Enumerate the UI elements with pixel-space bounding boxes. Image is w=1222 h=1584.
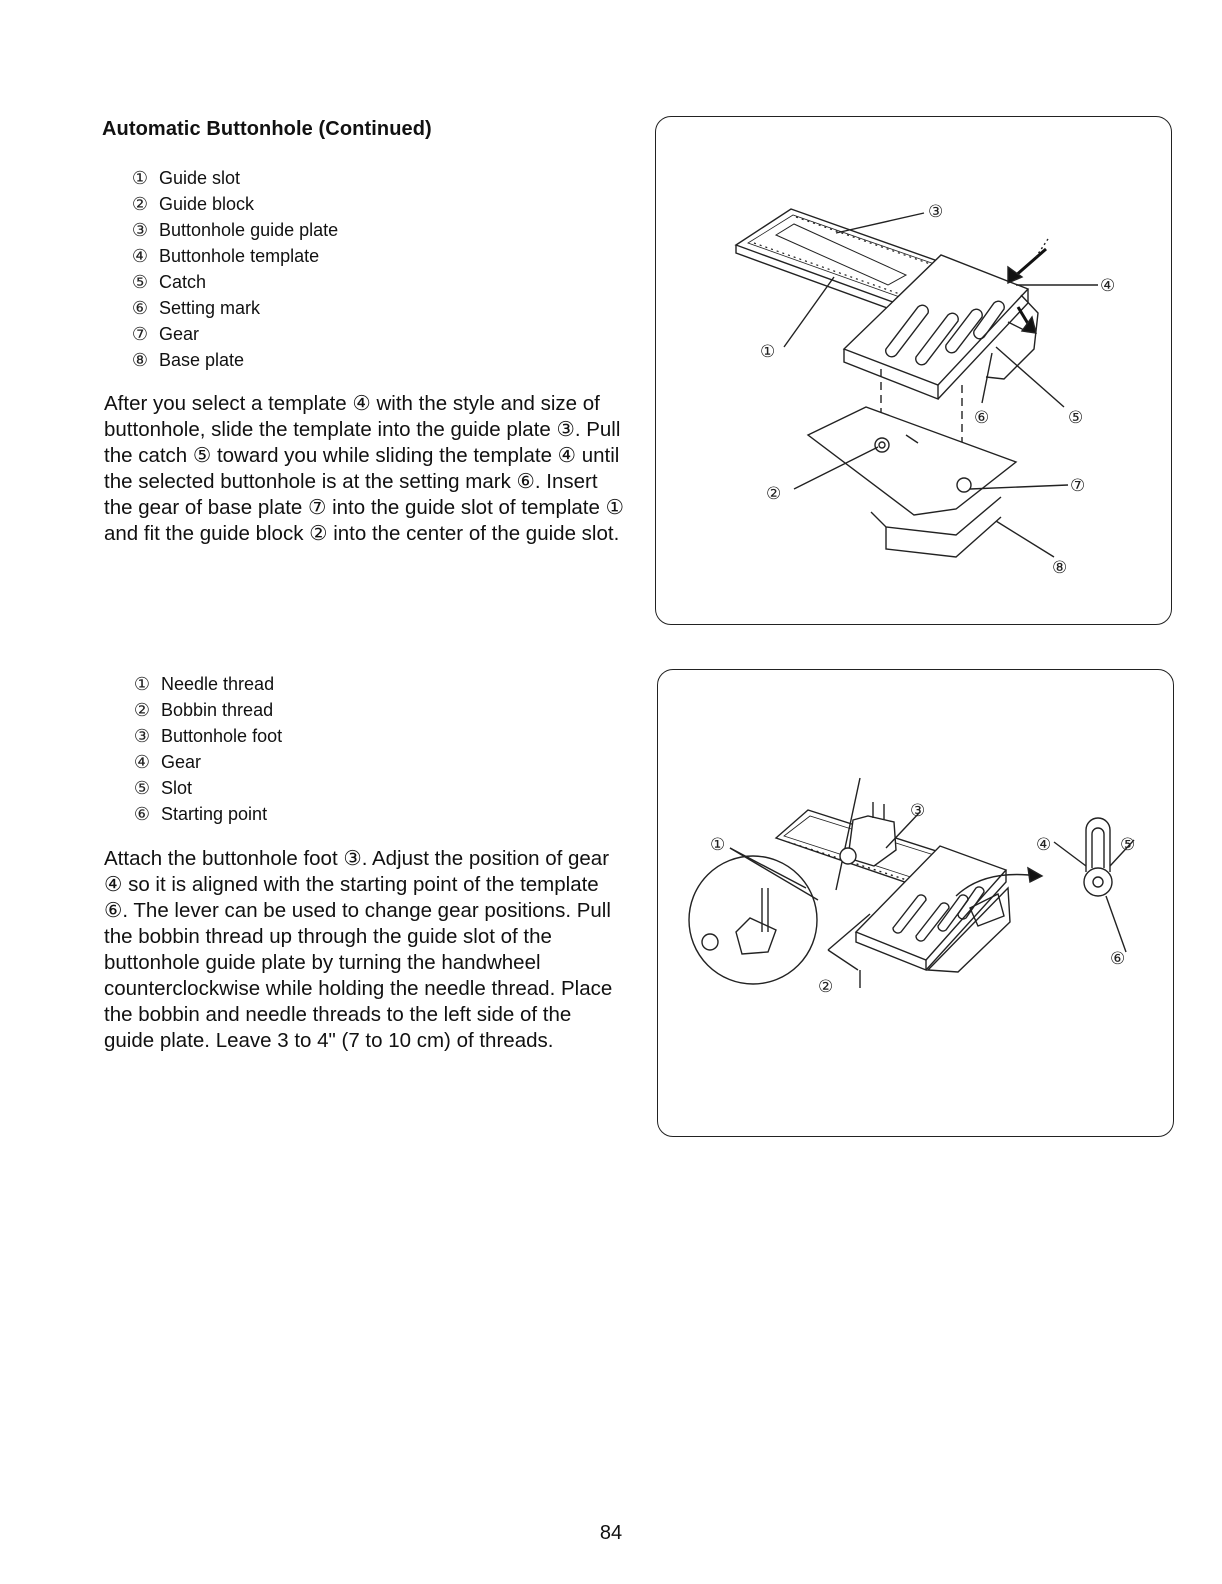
figure-callout: ① [710, 835, 726, 855]
item-number: ④ [133, 752, 151, 772]
item-number: ④ [131, 246, 149, 266]
list-item [132, 749, 282, 775]
item-number: ⑥ [133, 804, 151, 824]
figure-callout: ⑤ [1120, 835, 1136, 855]
item-label: Buttonhole foot [161, 726, 283, 746]
item-number: ⑤ [133, 778, 151, 798]
buttonhole-foot-illustration [658, 670, 1173, 1136]
figure-callout: ⑧ [1052, 558, 1068, 578]
list-item [130, 321, 338, 347]
item-number: ⑦ [131, 324, 149, 344]
item-number: ③ [133, 726, 151, 746]
item-number: ① [131, 168, 149, 188]
list-item [132, 723, 282, 749]
figure-callout: ⑥ [974, 408, 990, 428]
figure-callout: ① [760, 342, 776, 362]
instruction-paragraph-2: Attach the buttonhole foot ③. Adjust the position of gear ④ so it is aligned with the starting point of the template ⑥. The lever can be used to change gear positions. Pull the bobbin thread up through the guide slot of the buttonhole guide plate by turning the handwheel counterclockwise while holding the needle thread. Place the bobbin and needle threads to the left side of the guide plate. Leave 3 to 4" (7 to 10 cm) of threads. [104, 847, 613, 1052]
figure-callout: ② [818, 977, 834, 997]
item-number: ⑤ [131, 272, 149, 292]
figure-callout: ⑥ [1110, 949, 1126, 969]
list-item [132, 775, 282, 801]
legend-list-2 [132, 671, 282, 827]
list-item [130, 243, 338, 269]
page-number: 84 [599, 1522, 623, 1544]
page-title: Automatic Buttonhole (Continued) [102, 118, 432, 140]
item-label: Base plate [159, 350, 245, 370]
item-label: Needle thread [161, 674, 275, 694]
item-number: ③ [131, 220, 149, 240]
figure-callout: ④ [1100, 276, 1116, 296]
item-label: Starting point [161, 804, 268, 824]
list-item [130, 191, 338, 217]
item-number: ⑧ [131, 350, 149, 370]
figure-callout: ⑦ [1070, 476, 1086, 496]
item-label: Buttonhole template [159, 246, 320, 266]
figure-buttonhole-foot [657, 669, 1174, 1137]
figure-callout: ④ [1036, 835, 1052, 855]
item-label: Gear [161, 752, 202, 772]
figure-template-assembly [655, 116, 1172, 625]
list-item [130, 269, 338, 295]
list-item [130, 217, 338, 243]
figure-callout: ② [766, 484, 782, 504]
item-number: ⑥ [131, 298, 149, 318]
list-item [132, 697, 282, 723]
figure-callout: ⑤ [1068, 408, 1084, 428]
item-number: ① [133, 674, 151, 694]
list-item [130, 165, 338, 191]
figure-callout: ③ [928, 202, 944, 222]
list-item [132, 801, 282, 827]
item-label: Catch [159, 272, 207, 292]
item-label: Bobbin thread [161, 700, 274, 720]
list-item [130, 295, 338, 321]
list-item [132, 671, 282, 697]
item-label: Setting mark [159, 298, 261, 318]
list-item [130, 347, 338, 373]
item-label: Buttonhole guide plate [159, 220, 339, 240]
item-label: Guide slot [159, 168, 241, 188]
item-label: Gear [159, 324, 200, 344]
figure-callout: ③ [910, 801, 926, 821]
item-number: ② [133, 700, 151, 720]
legend-list-1 [130, 165, 338, 373]
item-label: Slot [161, 778, 193, 798]
item-number: ② [131, 194, 149, 214]
instruction-paragraph-1: After you select a template ④ with the style and size of buttonhole, slide the template into the guide plate ③. Pull the catch ⑤ toward you while sliding the template ④ until the selected buttonhole is at the setting mark ⑥. Insert the gear of base plate ⑦ into the guide slot of template ① and fit the guide block ② into the center of the guide slot. [104, 392, 624, 545]
template-assembly-illustration [656, 117, 1171, 624]
item-label: Guide block [159, 194, 255, 214]
